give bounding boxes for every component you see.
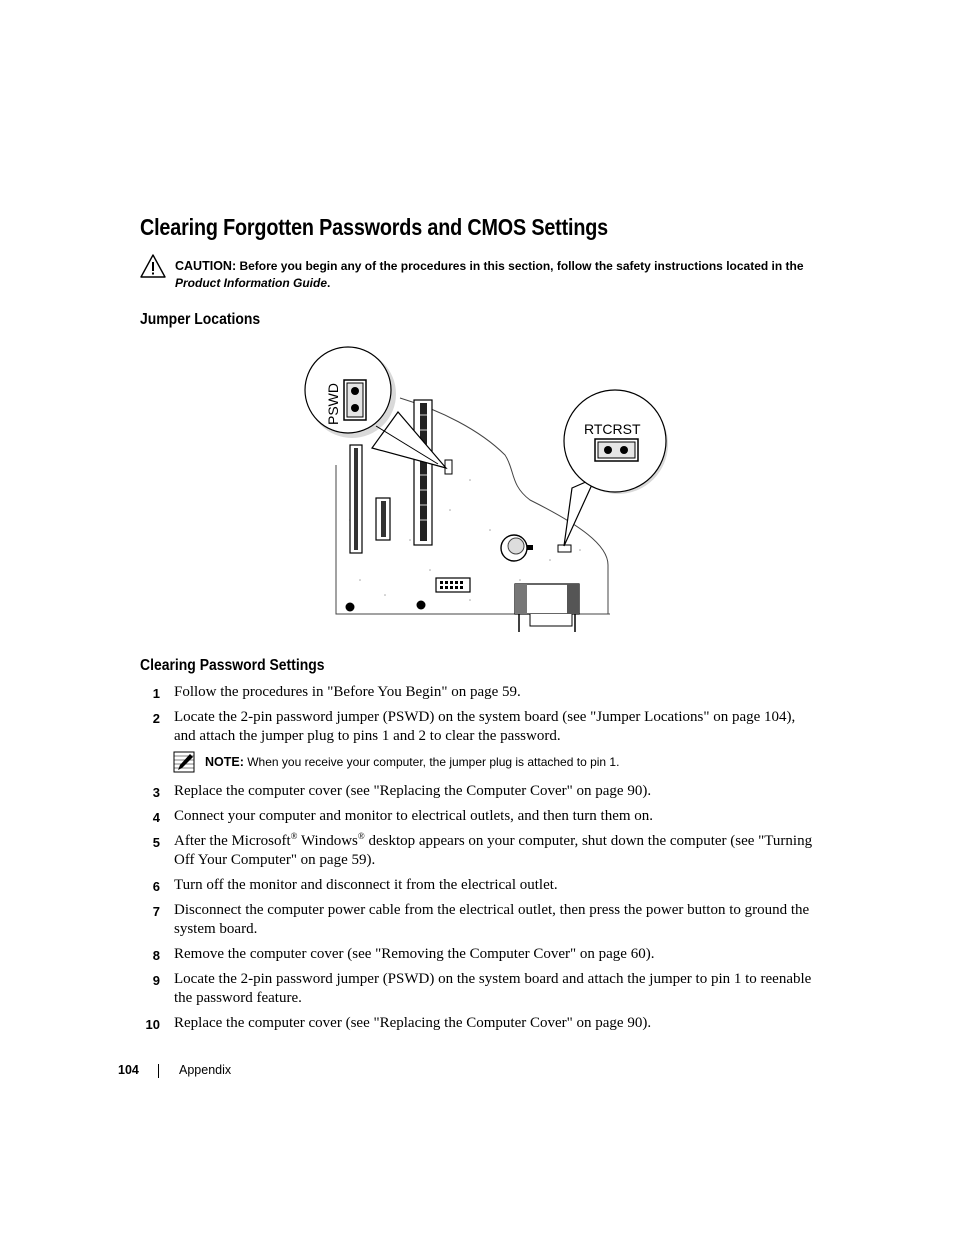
step-item	[140, 970, 820, 1008]
pci-express-slot	[414, 400, 432, 545]
mounting-hole	[417, 601, 426, 610]
step-text-part: Windows	[297, 833, 358, 849]
step-text: Turn off the monitor and disconnect it from the electrical outlet.	[174, 877, 558, 893]
caution-label: CAUTION:	[175, 259, 237, 273]
front-panel-header	[436, 578, 470, 592]
registered-mark: ®	[357, 831, 365, 841]
step-item	[140, 901, 820, 939]
caution-text: Before you begin any of the procedures in this section, follow the safety instructions located in the	[239, 259, 804, 273]
step-item	[140, 832, 820, 870]
step-number: 9	[152, 973, 160, 988]
step-number: 10	[145, 1017, 160, 1032]
pswd-jumper-on-board	[445, 460, 452, 474]
registered-mark: ®	[290, 831, 298, 841]
step-text: Remove the computer cover (see "Removing the Computer Cover" on page 60).	[174, 946, 655, 962]
step-number: 5	[152, 835, 160, 850]
expansion-slot	[350, 445, 362, 553]
step-text: Replace the computer cover (see "Replacing the Computer Cover" on page 90).	[174, 783, 652, 799]
pencil-note-icon	[173, 751, 195, 773]
jumper-locations-diagram	[290, 350, 641, 635]
step-text-part: After the Microsoft	[174, 833, 291, 849]
caution-guide-title: Product Information Guide	[175, 276, 327, 290]
footer-divider	[158, 1064, 159, 1078]
note-text: When you receive your computer, the jumper plug is attached to pin 1.	[247, 755, 620, 769]
procedure-steps	[140, 683, 820, 1039]
step-number: 1	[152, 686, 160, 701]
step-text: Disconnect the computer power cable from the electrical outlet, then press the power button to ground the system board.	[174, 902, 810, 937]
caution-end: .	[327, 276, 331, 290]
step-item	[140, 708, 820, 746]
mounting-hole	[346, 603, 355, 612]
video-connector	[515, 584, 579, 632]
step-item	[140, 782, 820, 801]
step-number: 6	[152, 879, 160, 894]
step-text: Locate the 2-pin password jumper (PSWD) on the system board (see "Jumper Locations" on page 104), and attach the jumper plug to pins 1 and 2 to clear the password.	[174, 709, 796, 744]
step-item	[140, 683, 820, 702]
rtcrst-callout	[564, 390, 668, 546]
step-text-part: desktop appears on your computer, shut down the computer (see "Turning Off Your Computer" on page 59).	[174, 833, 813, 868]
step-number: 3	[152, 785, 160, 800]
step-text: Locate the 2-pin password jumper (PSWD) on the system board and attach the jumper to pin 1 to reenable the password feature.	[174, 971, 812, 1006]
note-callout	[140, 752, 820, 774]
caution-icon	[140, 254, 166, 278]
step-item	[140, 807, 820, 826]
rtcrst-label: RTCRST	[584, 421, 641, 437]
step-number: 7	[152, 904, 160, 919]
clearing-password-heading: Clearing Password Settings	[140, 657, 325, 674]
pswd-label: PSWD	[325, 383, 341, 425]
step-number: 8	[152, 948, 160, 963]
caution-notice	[175, 258, 835, 292]
page-title: Clearing Forgotten Passwords and CMOS Settings	[140, 214, 608, 240]
pci-x1-slot	[376, 498, 390, 540]
step-item	[140, 945, 820, 964]
cmos-battery	[501, 535, 533, 561]
step-text: Follow the procedures in "Before You Begin" on page 59.	[174, 684, 521, 700]
step-item	[140, 876, 820, 895]
step-text: Replace the computer cover (see "Replacing the Computer Cover" on page 90).	[174, 1015, 652, 1031]
step-number: 4	[152, 810, 160, 825]
step-text: Connect your computer and monitor to electrical outlets, and then turn them on.	[174, 808, 654, 824]
page-number: 104	[118, 1063, 139, 1077]
step-number: 2	[152, 711, 160, 726]
footer-section-label: Appendix	[179, 1063, 232, 1077]
step-item	[140, 1014, 820, 1033]
note-label: NOTE:	[205, 755, 244, 769]
jumper-locations-heading: Jumper Locations	[140, 311, 261, 328]
